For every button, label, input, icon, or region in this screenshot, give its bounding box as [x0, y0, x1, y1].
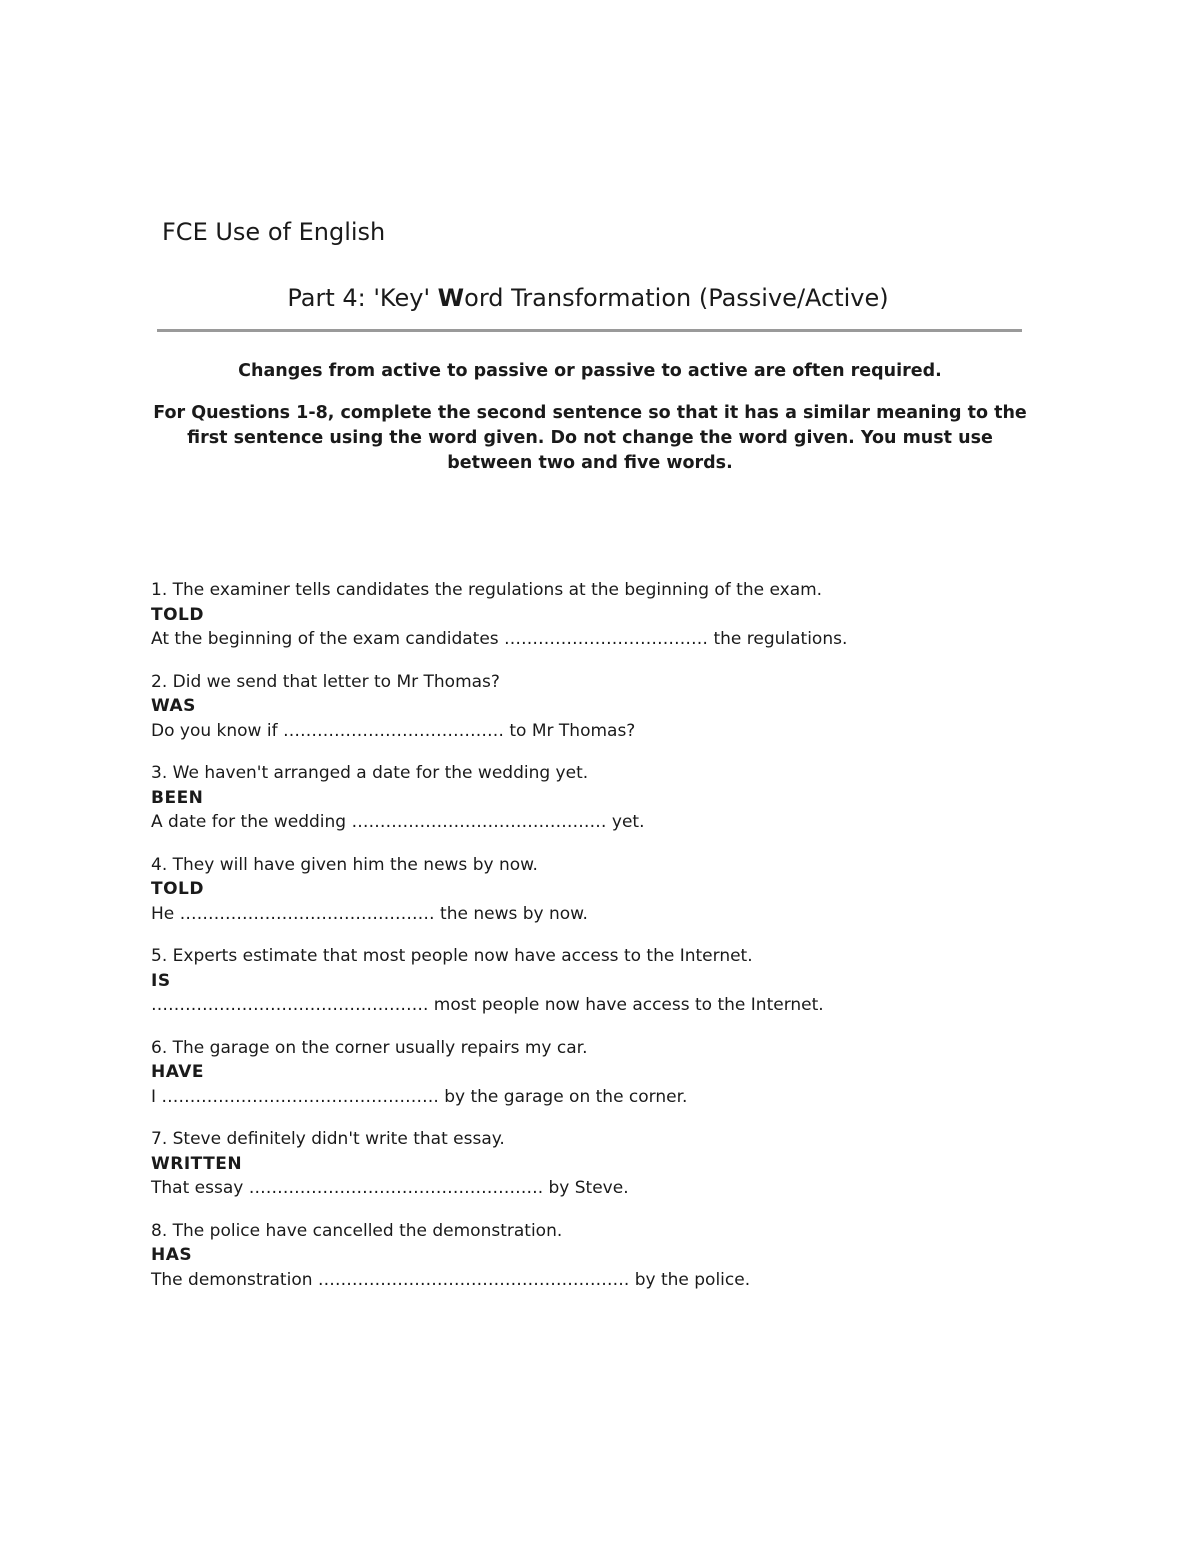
question-keyword: IS [151, 970, 171, 991]
question-transformation: That essay ……………………………………………. by Steve. [151, 1178, 629, 1198]
question-keyword: WRITTEN [151, 1153, 243, 1174]
question-sentence [151, 1127, 1071, 1152]
question-item [151, 578, 1071, 652]
question-number: 4. [151, 854, 168, 875]
question-text: Experts estimate that most people now have access to the Internet. [172, 946, 753, 966]
question-transformation: He ……………………………………… the news by now. [151, 903, 588, 924]
part-title [0, 284, 1176, 312]
question-number: 2. [151, 671, 168, 692]
question-list [151, 578, 1071, 1310]
question-sentence [151, 578, 1071, 603]
question-number: 8. [151, 1220, 168, 1241]
question-keyword: TOLD [151, 879, 204, 899]
question-item [151, 1127, 1071, 1201]
question-keyword: TOLD [151, 604, 204, 625]
question-number: 3. [151, 763, 168, 783]
question-text: The police have cancelled the demonstration. [172, 1220, 563, 1241]
question-item [151, 1036, 1071, 1110]
instructions-line-2: For Questions 1-8, complete the second sentence so that it has a similar meaning to the first sentence using the word given. Do not change the word given. You must use between two and five words. [153, 403, 1027, 473]
question-sentence [151, 944, 1071, 969]
question-item [151, 761, 1071, 835]
question-text: They will have given him the news by now. [172, 854, 538, 875]
part-title-bold-letter: W [437, 284, 465, 312]
question-transformation: At the beginning of the exam candidates ……………………………… the regulations. [151, 629, 848, 649]
horizontal-divider [157, 329, 1022, 332]
question-number: 6. [151, 1037, 168, 1058]
part-title-prefix: Part 4: 'Key' [287, 284, 438, 312]
instructions [150, 359, 1030, 493]
question-sentence [151, 1219, 1071, 1244]
question-item [151, 853, 1071, 927]
question-text: Steve definitely didn't write that essay. [172, 1129, 505, 1149]
question-text: The examiner tells candidates the regulations at the beginning of the exam. [172, 580, 823, 600]
question-number: 1. [151, 580, 168, 600]
question-number: 5. [151, 946, 168, 966]
question-keyword: HAVE [151, 1062, 204, 1082]
question-item [151, 944, 1071, 1018]
question-item [151, 1219, 1071, 1293]
question-item [151, 670, 1071, 744]
question-keyword: BEEN [151, 787, 204, 808]
question-sentence [151, 670, 1071, 695]
question-transformation: …………………………………………. most people now have access to the Internet. [151, 995, 824, 1015]
question-sentence [151, 1036, 1071, 1061]
question-transformation: The demonstration ………………………………………………. by the police. [151, 1269, 751, 1290]
instructions-line-1: Changes from active to passive or passive to active are often required. [238, 361, 942, 381]
question-sentence [151, 853, 1071, 878]
question-text: Did we send that letter to Mr Thomas? [172, 671, 500, 692]
question-sentence [151, 761, 1071, 786]
question-keyword: HAS [151, 1245, 193, 1265]
document-title: FCE Use of English [162, 218, 386, 246]
question-number: 7. [151, 1129, 168, 1149]
question-transformation: A date for the wedding ……………………………………… yet. [151, 812, 645, 832]
question-transformation: Do you know if ………………………………… to Mr Thomas? [151, 720, 636, 741]
question-text: We haven't arranged a date for the wedding yet. [172, 763, 589, 783]
question-keyword: WAS [151, 696, 196, 716]
part-title-suffix: ord Transformation (Passive/Active) [464, 284, 889, 312]
question-text: The garage on the corner usually repairs my car. [172, 1037, 588, 1058]
question-transformation: I …………………………………………. by the garage on the corner. [151, 1086, 688, 1107]
